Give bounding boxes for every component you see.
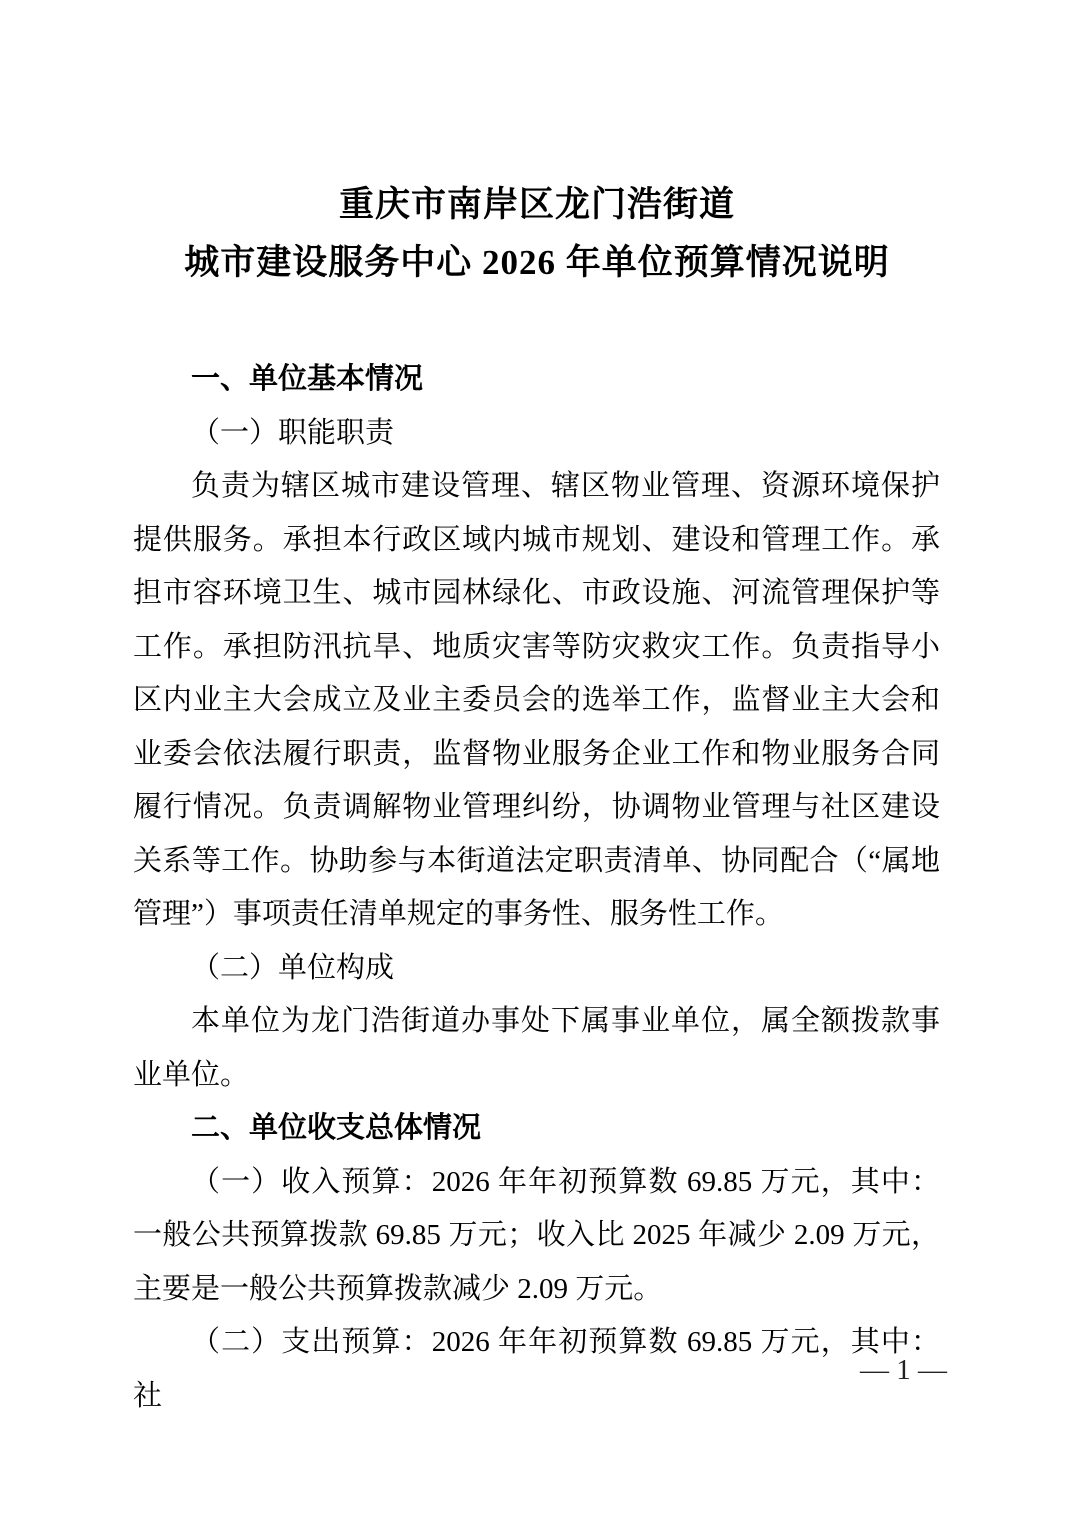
document-body xyxy=(133,353,940,1423)
subsection-heading-unit-composition: （二）单位构成 xyxy=(191,951,395,984)
paragraph-unit-composition: 本单位为龙门浩街道办事处下属事业单位，属全额拨款事业单位。 xyxy=(133,1005,940,1091)
title-line-1: 重庆市南岸区龙门浩街道 xyxy=(338,185,735,224)
page-number: — 1 — xyxy=(860,1354,947,1386)
section-heading-budget-overview: 二、单位收支总体情况 xyxy=(191,1112,482,1144)
section-heading-basic-info: 一、单位基本情况 xyxy=(191,363,424,395)
page-footer xyxy=(860,1354,947,1386)
title-line-2: 城市建设服务中心 2026 年单位预算情况说明 xyxy=(184,243,890,282)
paragraph-duties: 负责为辖区城市建设管理、辖区物业管理、资源环境保护提供服务。承担本行政区域内城市规划、建设和管理工作。承担市容环境卫生、城市园林绿化、市政设施、河流管理保护等工作。承担防汛抗旱、地质灾害等防灾救灾工作。负责指导小区内业主大会成立及业主委员会的选举工作，监督业主大会和业委会依法履行职责，监督物业服务企业工作和物业服务合同履行情况。负责调解物业管理纠纷，协调物业管理与社区建设关系等工作。协助参与本街道法定职责清单、协同配合（“属地管理”）事项责任清单规定的事务性、服务性工作。 xyxy=(133,470,940,930)
paragraph-income-budget: （一）收入预算：2026 年年初预算数 69.85 万元，其中：一般公共预算拨款 69.85 万元；收入比 2025 年减少 2.09 万元，主要是一般公共预算拨款减少 2.09 万元。 xyxy=(133,1165,940,1305)
document-title xyxy=(120,176,954,292)
subsection-heading-duties: （一）职能职责 xyxy=(191,416,395,449)
paragraph-expenditure-budget: （二）支出预算：2026 年年初预算数 69.85 万元，其中：社 xyxy=(133,1326,940,1412)
